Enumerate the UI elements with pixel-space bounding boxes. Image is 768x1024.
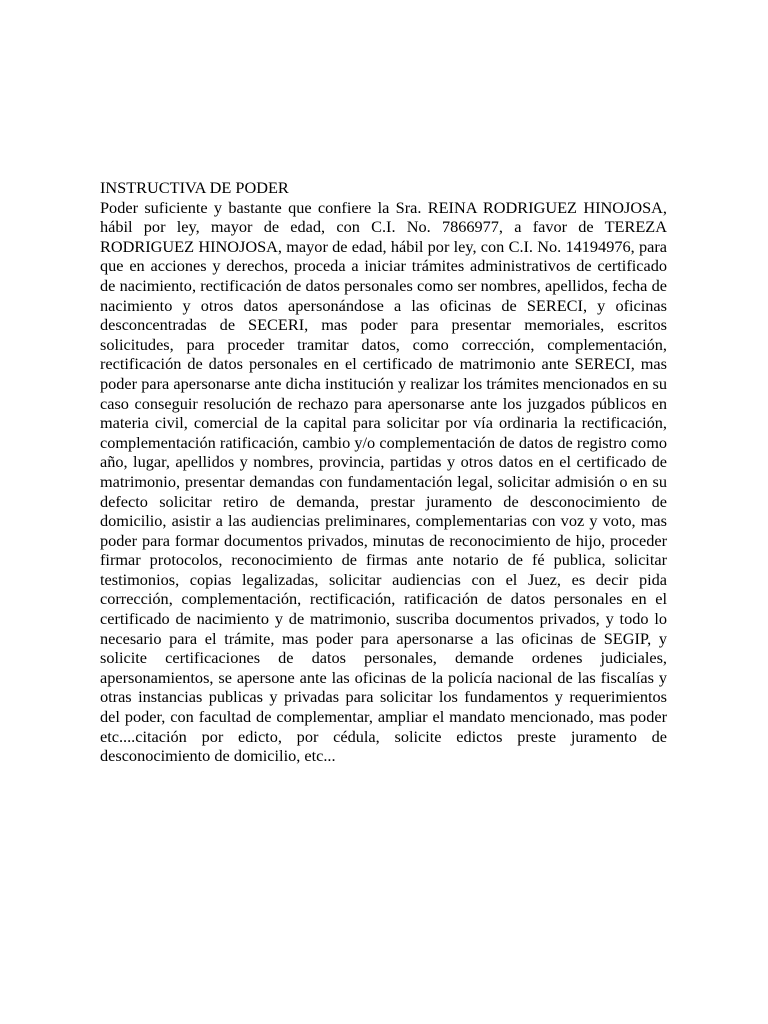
document-title: INSTRUCTIVA DE PODER	[100, 178, 289, 197]
document-content	[100, 178, 667, 766]
document-body: Poder suficiente y bastante que confiere la Sra. REINA RODRIGUEZ HINOJOSA, hábil por ley, mayor de edad, con C.I. No. 7866977, a favor de TEREZA RODRIGUEZ HINOJOSA, mayor de edad, hábil por ley, con C.I. No. 14194976, para que en acciones y derechos, proceda a iniciar trámites administrativos de certificado de nacimiento, rectificación de datos personales como ser nombres, apellidos, fecha de nacimiento y otros datos apersonándose a las oficinas de SERECI, y oficinas desconcentradas de SECERI, mas poder para presentar memoriales, escritos solicitudes, para proceder tramitar datos, como corrección, complementación, rectificación de datos personales en el certificado de matrimonio ante SERECI, mas poder para apersonarse ante dicha institución y realizar los trámites mencionados en su caso conseguir resolución de rechazo para apersonarse ante los juzgados públicos en materia civil, comercial de la capital para solicitar por vía ordinaria la rectificación, complementación ratificación, cambio y/o complementación de datos de registro como año, lugar, apellidos y nombres, provincia, partidas y otros datos en el certificado de matrimonio, presentar demandas con fundamentación legal, solicitar admisión o en su defecto solicitar retiro de demanda, prestar juramento de desconocimiento de domicilio, asistir a las audiencias preliminares, complementarias con voz y voto, mas poder para formar documentos privados, minutas de reconocimiento de hijo, proceder firmar protocolos, reconocimiento de firmas ante notario de fé publica, solicitar testimonios, copias legalizadas, solicitar audiencias con el Juez, es decir pida corrección, complementación, rectificación, ratificación de datos personales en el certificado de nacimiento y de matrimonio, suscriba documentos privados, y todo lo necesario para el trámite, mas poder para apersonarse a las oficinas de SEGIP, y solicite certificaciones de datos personales, demande ordenes judiciales, apersonamientos, se apersone ante las oficinas de la policía nacional de las fiscalías y otras instancias publicas y privadas para solicitar los fundamentos y requerimientos del poder, con facultad de complementar, ampliar el mandato mencionado, mas poder etc....citación por edicto, por cédula, solicite edictos preste juramento de desconocimiento de domicilio, etc...	[100, 197, 667, 766]
